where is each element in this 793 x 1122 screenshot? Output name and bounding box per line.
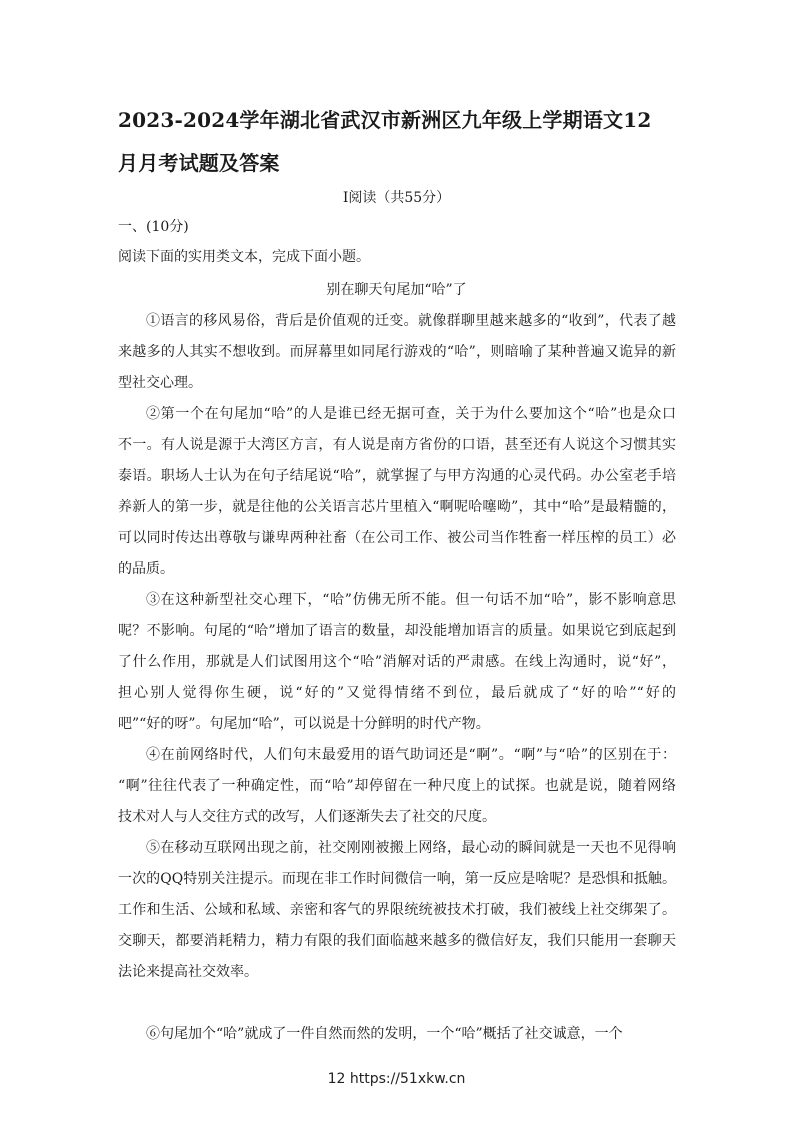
text-line: 养新人的第一步，就是往他的公关语言芯片里植入“啊呢哈噻呦”，其中“哈”是最精髓的， (118, 499, 676, 515)
text-line: ②第一个在句尾加“哈”的人是谁已经无据可查，关于为什么要加这个“哈”也是众口 (146, 406, 676, 422)
text-line: 的品质。 (118, 561, 174, 577)
text-line: 来越多的人其实不想收到。而屏幕里如同尾行游戏的“哈”，则暗喻了某种普遍又诡异的新 (118, 344, 676, 360)
document-title-line-1: 2023-2024学年湖北省武汉市新洲区九年级上学期语文12 (118, 108, 652, 132)
page-footer (0, 1071, 793, 1087)
text-line: 可以同时传达出尊敬与谦卑两种社畜（在公司工作、被公司当作牲畜一样压榨的员工）必 (118, 530, 676, 546)
text-line: 型社交心理。 (118, 375, 202, 391)
text-line: 技术对人与人交往方式的改写，人们逐渐失去了社交的尺度。 (118, 809, 496, 825)
text-line: 了什么作用，那就是人们试图用这个“哈”消解对话的严肃感。在线上沟通时，说“好”， (118, 654, 676, 670)
text-line: “啊”往往代表了一种确定性，而“哈”却停留在一种尺度上的试探。也就是说，随着网络 (118, 778, 676, 794)
document-title-line-2: 月月考试题及答案 (118, 151, 280, 175)
text-line: 一次的QQ特别关注提示。而现在非工作时间微信一响，第一反应是啥呢？是恐惧和抵触。 (118, 871, 676, 887)
question-number: 一、(10分) (118, 219, 189, 235)
instruction-text: 阅读下面的实用类文本，完成下面小题。 (118, 249, 370, 265)
text-line: 吧”“好的呀”。句尾加“哈”，可以说是十分鲜明的时代产物。 (118, 716, 490, 732)
text-line: ③在这种新型社交心理下，“哈”仿佛无所不能。但一句话不加“哈”，影不影响意思 (146, 592, 676, 608)
text-line: 法论来提高社交效率。 (118, 964, 258, 980)
footer-url[interactable]: https://51xkw.cn (349, 1071, 466, 1087)
text-line: ⑤在移动互联网出现之前，社交刚刚被搬上网络，最心动的瞬间就是一天也不见得响 (146, 840, 676, 856)
text-line: ④在前网络时代，人们句末最爱用的语气助词还是“啊”。“啊”与“哈”的区别在于： (146, 747, 676, 763)
text-line: ⑥句尾加个“哈”就成了一件自然而然的发明，一个“哈”概括了社交诚意，一个 (146, 1026, 623, 1042)
text-line: 泰语。职场人士认为在句子结尾说“哈”，就掌握了与甲方沟通的心灵代码。办公室老手培 (118, 468, 676, 484)
text-line: 不一。有人说是源于大湾区方言，有人说是南方省份的口语，甚至还有人说这个习惯其实 (118, 437, 676, 453)
text-line: 呢？不影响。句尾的“哈”增加了语言的数量，却没能增加语言的质量。如果说它到底起到 (118, 623, 676, 639)
text-line: 交聊天，都要消耗精力，精力有限的我们面临越来越多的微信好友，我们只能用一套聊天 (118, 933, 676, 949)
text-line: 担心别人觉得你生硬，说“好的”又觉得情绪不到位，最后就成了“好的哈”“好的 (118, 685, 676, 701)
text-line: 工作和生活、公域和私域、亲密和客气的界限统统被技术打破，我们被线上社交绑架了。 (118, 902, 676, 918)
section-heading: Ⅰ阅读（共55分） (342, 190, 451, 206)
page-number: 12 (327, 1071, 346, 1087)
text-line: ①语言的移风易俗，背后是价值观的迁变。就像群聊里越来越多的“收到”，代表了越 (146, 313, 676, 329)
article-title: 别在聊天句尾加“哈”了 (326, 282, 467, 298)
